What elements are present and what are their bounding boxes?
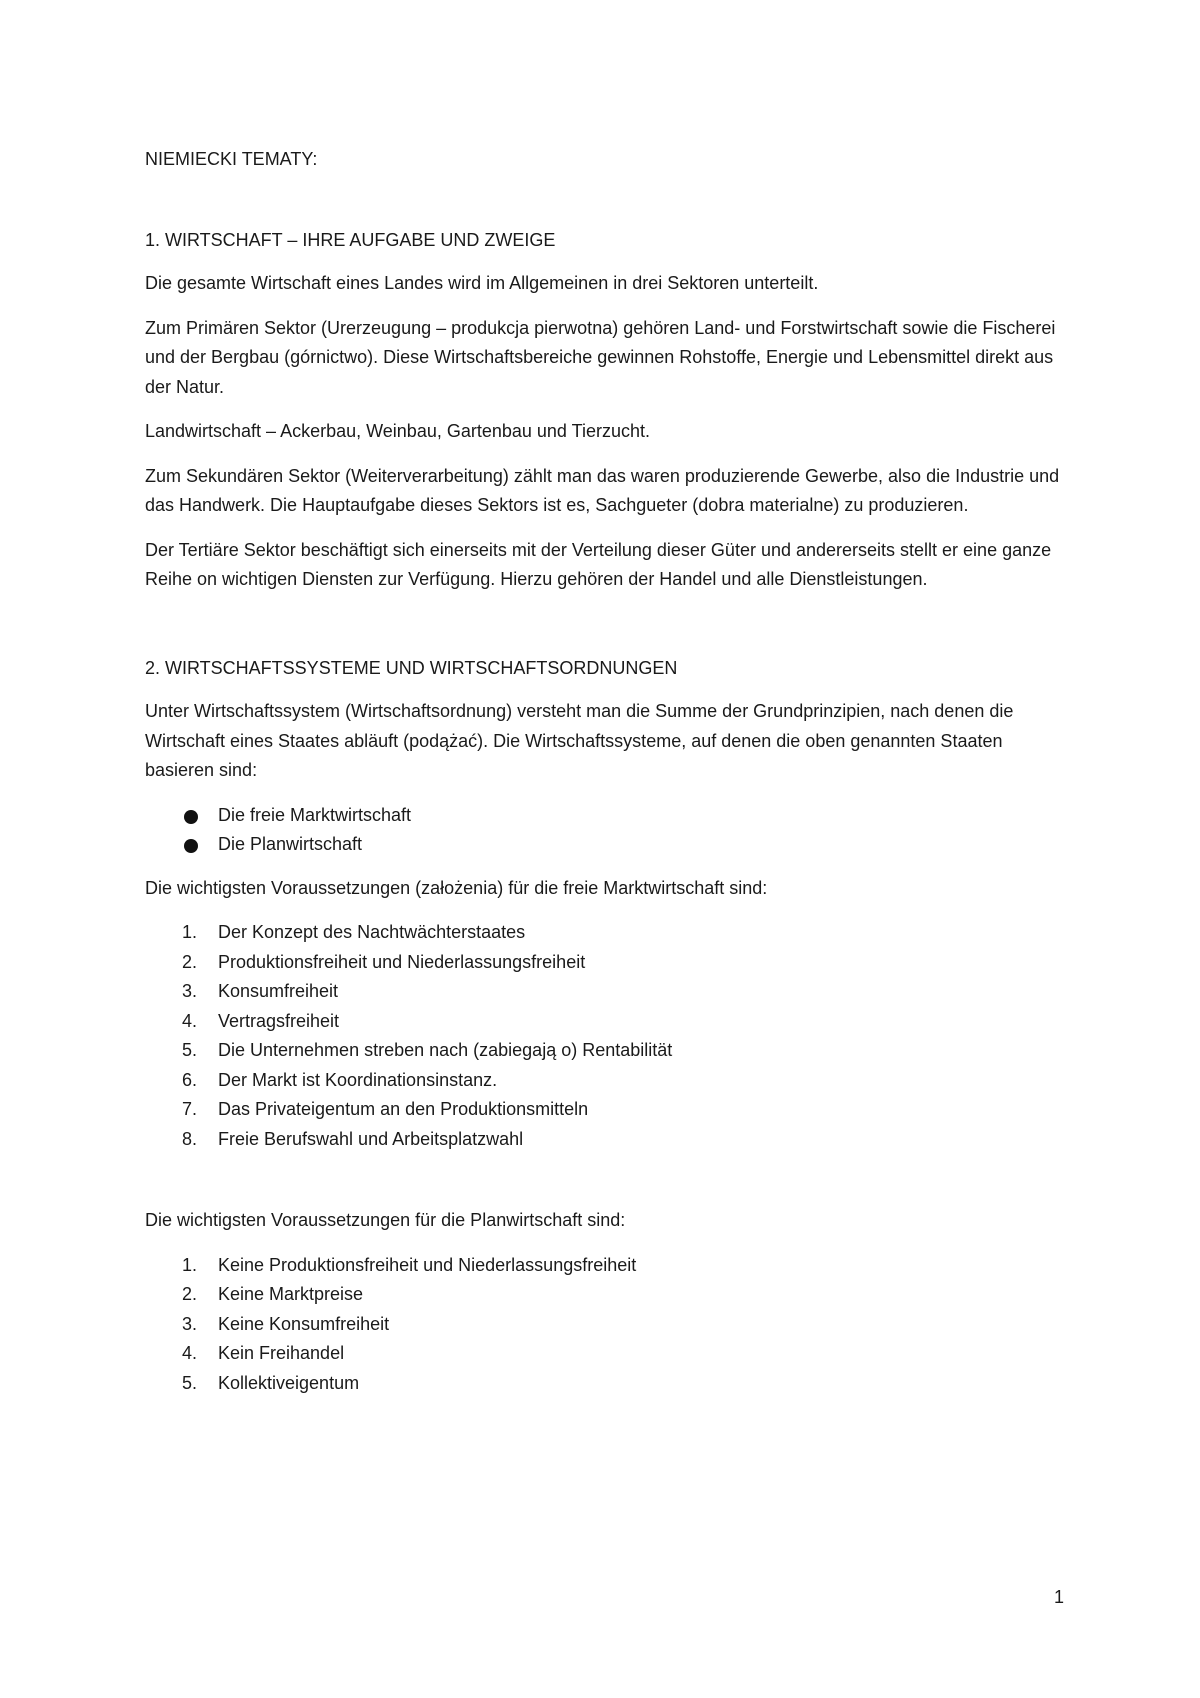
economic-systems-list [145, 801, 1070, 860]
list-item-text: Der Konzept des Nachtwächterstaates [218, 922, 526, 942]
section-1-paragraph: Zum Primären Sektor (Urerzeugung – produkcja pierwotna) gehören Land- und Forstwirtschaft sowie die Fischerei und der Bergbau (górnictwo). Diese Wirtschaftsbereiche gewinnen Rohstoffe, Energie und Lebensmittel direkt aus der Natur. [145, 317, 1056, 397]
section-1-heading: 1. WIRTSCHAFT – IHRE AUFGABE UND ZWEIGE [145, 229, 556, 250]
list-number: 8. [182, 1128, 198, 1149]
list-item [145, 830, 1070, 860]
section-2-heading: 2. WIRTSCHAFTSSYSTEME UND WIRTSCHAFTSORDNUNGEN [145, 657, 678, 678]
list-item-text: Kollektiveigentum [218, 1372, 360, 1393]
spacer [145, 610, 1070, 654]
list-item [145, 1095, 1070, 1125]
list-item-text: Das Privateigentum an den Produktionsmitteln [218, 1099, 589, 1119]
list-item-text: Keine Konsumfreiheit [218, 1313, 390, 1334]
list-item [145, 977, 1070, 1007]
list-number: 5. [182, 1040, 198, 1060]
page-number: 1 [1054, 1587, 1065, 1607]
list-number: 4. [182, 1010, 198, 1031]
list-item [145, 1369, 1070, 1399]
planned-economy-list [145, 1251, 1070, 1399]
list-item-text: Die Unternehmen streben nach (zabiegają o) Rentabilität [218, 1040, 673, 1060]
list-number: 1. [182, 1254, 198, 1275]
list-number: 1. [182, 922, 198, 942]
list-item-text: Die Planwirtschaft [218, 834, 363, 854]
market-economy-heading: Die wichtigsten Voraussetzungen (założenia) für die freie Marktwirtschaft sind: [145, 877, 768, 898]
list-number: 3. [182, 981, 198, 1001]
list-item-text: Vertragsfreiheit [218, 1010, 340, 1031]
list-item [145, 1280, 1070, 1310]
list-item-text: Konsumfreiheit [218, 981, 339, 1001]
list-item [145, 948, 1070, 978]
planned-economy-heading: Die wichtigsten Voraussetzungen für die Planwirtschaft sind: [145, 1210, 626, 1230]
bullet-icon [184, 839, 198, 853]
list-item [145, 1007, 1070, 1037]
list-item-text: Freie Berufswahl und Arbeitsplatzwahl [218, 1128, 524, 1149]
section-1-paragraph: Die gesamte Wirtschaft eines Landes wird im Allgemeinen in drei Sektoren unterteilt. [145, 273, 819, 293]
list-item-text: Der Markt ist Koordinationsinstanz. [218, 1069, 498, 1090]
list-item [145, 1125, 1070, 1155]
section-2-intro: Unter Wirtschaftssystem (Wirtschaftsordnung) versteht man die Summe der Grundprinzipien, nach denen die Wirtschaft eines Staates abläuft (podążać). Die Wirtschaftssysteme, auf denen die oben genannten Staaten basieren sind: [145, 701, 1014, 780]
document-title: NIEMIECKI TEMATY: [145, 149, 318, 169]
section-1-paragraph: Zum Sekundären Sektor (Weiterverarbeitung) zählt man das waren produzierende Gewerbe, also die Industrie und das Handwerk. Die Hauptaufgabe dieses Sektors ist es, Sachgueter (dobra materialne) zu produzieren. [145, 465, 1060, 515]
market-economy-list [145, 918, 1070, 1154]
bullet-icon [184, 810, 198, 824]
spacer [145, 1168, 1070, 1206]
list-item [145, 1066, 1070, 1096]
list-item-text: Produktionsfreiheit und Niederlassungsfreiheit [218, 951, 586, 972]
list-number: 7. [182, 1099, 198, 1119]
list-number: 6. [182, 1069, 198, 1090]
list-number: 3. [182, 1313, 198, 1334]
list-item [145, 1251, 1070, 1281]
list-item-text: Keine Produktionsfreiheit und Niederlassungsfreiheit [218, 1254, 637, 1275]
section-1-paragraph: Der Tertiäre Sektor beschäftigt sich einerseits mit der Verteilung dieser Güter und andererseits stellt er eine ganze Reihe on wichtigen Diensten zur Verfügung. Hierzu gehören der Handel und alle Dienstleistungen. [145, 539, 1052, 589]
document-page [145, 145, 1070, 1412]
list-item-text: Keine Marktpreise [218, 1284, 364, 1304]
list-item [145, 918, 1070, 948]
list-number: 2. [182, 951, 198, 972]
list-item-text: Die freie Marktwirtschaft [218, 804, 412, 825]
section-1-paragraph: Landwirtschaft – Ackerbau, Weinbau, Gartenbau und Tierzucht. [145, 421, 650, 441]
list-item [145, 1310, 1070, 1340]
list-item [145, 1036, 1070, 1066]
list-item [145, 1339, 1070, 1369]
list-number: 2. [182, 1284, 198, 1304]
list-number: 5. [182, 1372, 198, 1393]
list-item-text: Kein Freihandel [218, 1343, 345, 1363]
list-item [145, 801, 1070, 831]
list-number: 4. [182, 1343, 198, 1363]
